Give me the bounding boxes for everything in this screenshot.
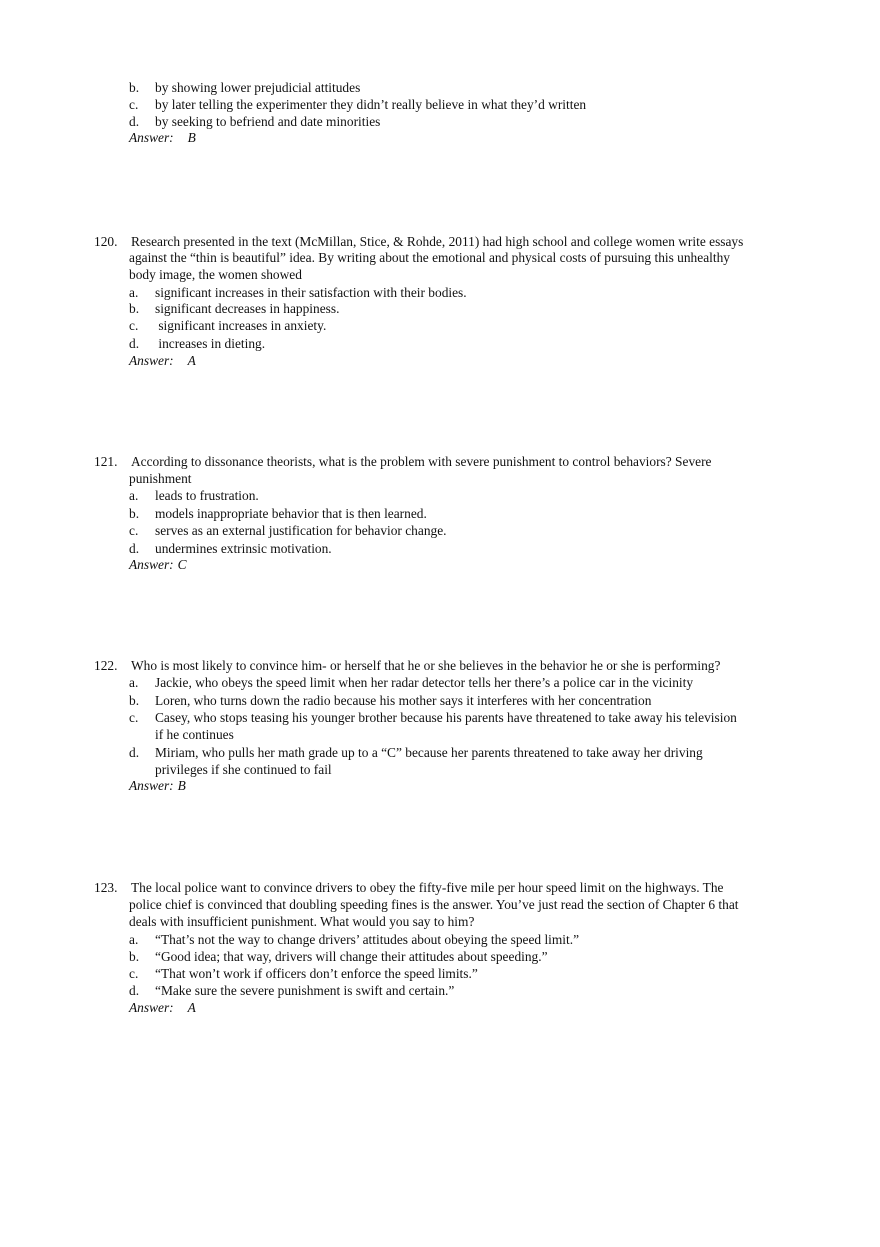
option-letter: b. [129, 80, 140, 95]
option-letter: c. [129, 97, 139, 112]
option-letter: d. [129, 983, 140, 998]
option-text: Miriam, who pulls her math grade up to a “C” because her parents threatened to take away her driving [155, 745, 703, 760]
option-letter: b. [129, 506, 140, 521]
option-letter: d. [129, 745, 140, 760]
option-text: significant increases in anxiety. [155, 318, 327, 333]
option-text: serves as an external justification for behavior change. [155, 523, 447, 538]
answer-label: Answer: [129, 1000, 174, 1015]
answer-value: B [177, 778, 186, 793]
option-text: leads to frustration. [155, 488, 259, 503]
question-stem: punishment [129, 471, 192, 486]
option-letter: a. [129, 285, 139, 300]
answer-value: B [187, 130, 196, 145]
question-stem: Research presented in the text (McMillan, Stice, & Rohde, 2011) had high school and college women write essays [131, 234, 744, 249]
answer-label: Answer: [129, 130, 174, 145]
option-text: if he continues [155, 727, 234, 742]
option-text: by showing lower prejudicial attitudes [155, 80, 361, 95]
question-stem: Who is most likely to convince him- or herself that he or she believes in the behavior he or she is performing? [131, 658, 721, 673]
answer-label: Answer: [129, 353, 174, 368]
answer-value: A [187, 353, 196, 368]
option-text: models inappropriate behavior that is then learned. [155, 506, 427, 521]
option-letter: b. [129, 693, 140, 708]
answer-key [129, 352, 196, 369]
question-stem: body image, the women showed [129, 267, 302, 282]
option-text: by seeking to befriend and date minorities [155, 114, 381, 129]
option-text: Jackie, who obeys the speed limit when her radar detector tells her there’s a police car in the vicinity [155, 675, 694, 690]
question-stem: According to dissonance theorists, what is the problem with severe punishment to control behaviors? Severe [131, 454, 712, 469]
question-number: 122. [94, 658, 118, 673]
option-text: “Good idea; that way, drivers will change their attitudes about speeding.” [155, 949, 548, 964]
answer-value: C [177, 557, 187, 572]
option-text: significant increases in their satisfaction with their bodies. [155, 285, 467, 300]
option-text: “That’s not the way to change drivers’ attitudes about obeying the speed limit.” [155, 932, 580, 947]
option-text: significant decreases in happiness. [155, 301, 340, 316]
answer-key [129, 129, 196, 146]
option-text: Loren, who turns down the radio because his mother says it interferes with her concentration [155, 693, 652, 708]
option-text: by later telling the experimenter they didn’t really believe in what they’d written [155, 97, 587, 112]
question-number: 121. [94, 454, 118, 469]
option-text: Casey, who stops teasing his younger brother because his parents have threatened to take away his television [155, 710, 737, 725]
question-stem: police chief is convinced that doubling speeding fines is the answer. You’ve just read the section of Chapter 6 that [129, 897, 739, 912]
option-letter: c. [129, 710, 139, 725]
option-letter: a. [129, 932, 139, 947]
option-letter: b. [129, 949, 140, 964]
option-text: privileges if she continued to fail [155, 762, 332, 777]
option-text: increases in dieting. [155, 336, 266, 351]
option-letter: d. [129, 114, 140, 129]
option-letter: c. [129, 966, 139, 981]
answer-key [129, 777, 186, 794]
question-stem: deals with insufficient punishment. What would you say to him? [129, 914, 475, 929]
option-letter: b. [129, 301, 140, 316]
option-letter: d. [129, 336, 140, 351]
question-number: 120. [94, 234, 118, 249]
option-letter: a. [129, 488, 139, 503]
answer-key [129, 999, 196, 1016]
option-text: undermines extrinsic motivation. [155, 541, 332, 556]
option-text: “That won’t work if officers don’t enforce the speed limits.” [155, 966, 478, 981]
question-number: 123. [94, 880, 118, 895]
answer-label: Answer: [129, 778, 174, 793]
answer-label: Answer: [129, 557, 174, 572]
question-stem: The local police want to convince drivers to obey the fifty-five mile per hour speed limit on the highways. The [131, 880, 724, 895]
option-letter: d. [129, 541, 140, 556]
answer-value: A [187, 1000, 196, 1015]
option-text: “Make sure the severe punishment is swift and certain.” [155, 983, 455, 998]
option-letter: a. [129, 675, 139, 690]
answer-key [129, 556, 187, 573]
question-stem: against the “thin is beautiful” idea. By writing about the emotional and physical costs of pursuing this unhealthy [129, 250, 730, 265]
option-letter: c. [129, 318, 139, 333]
option-letter: c. [129, 523, 139, 538]
